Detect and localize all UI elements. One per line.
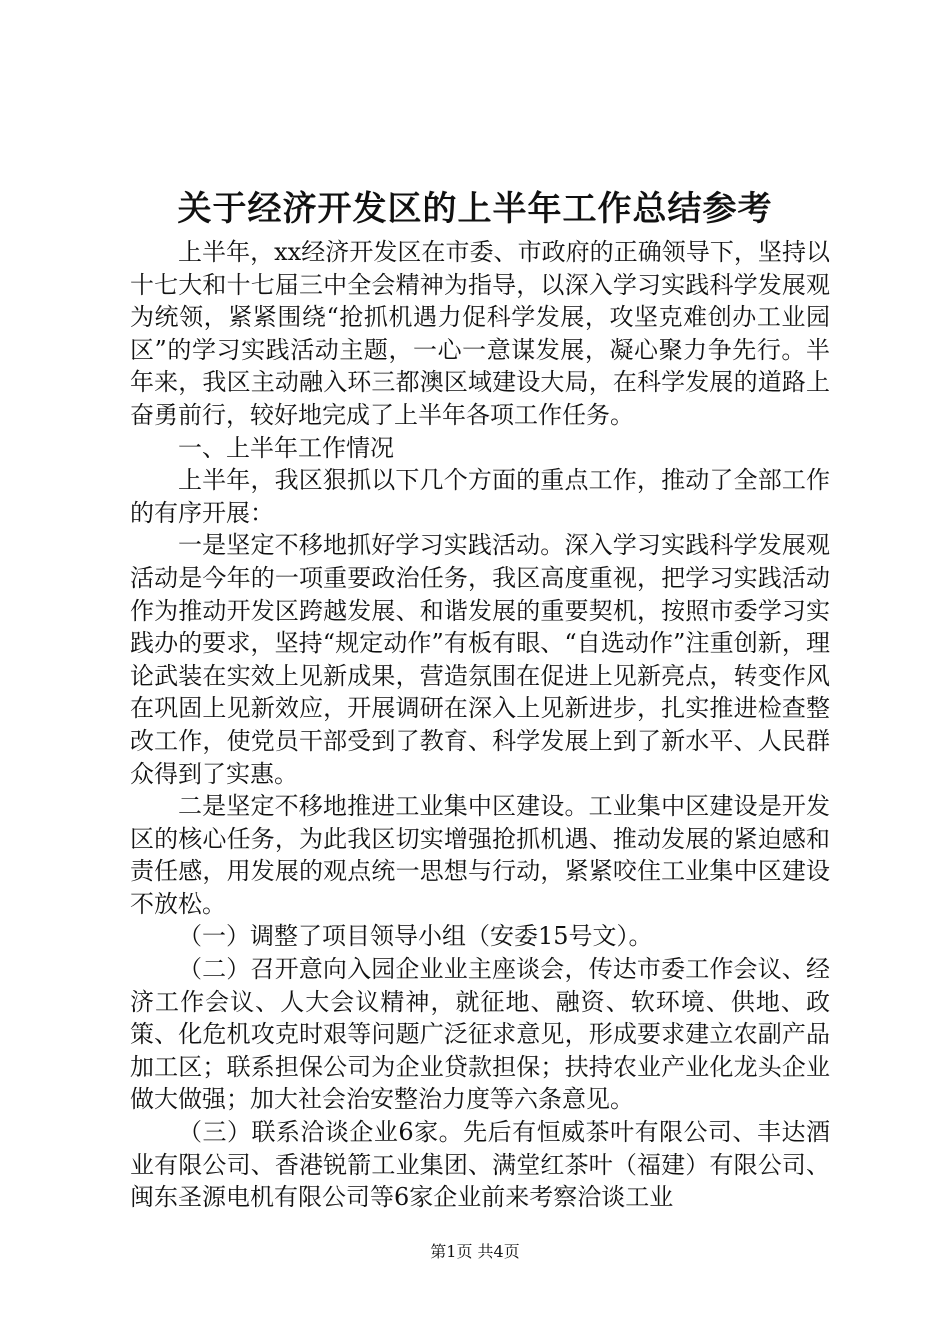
page-footer: 第1页 共4页 [430,1242,520,1261]
paragraph-point-two: 二是坚定不移地推进工业集中区建设。工业集中区建设是开发区的核心任务，为此我区切实增强抢抓机遇、推动发展的紧迫感和责任感，用发展的观点统一思想与行动，紧紧咬住工业集中区建设不放松。 [130,792,830,918]
document-body [130,236,830,1214]
paragraph-point-one: 一是坚定不移地抓好学习实践活动。深入学习实践科学发展观活动是今年的一项重要政治任务，我区高度重视，把学习实践活动作为推动开发区跨越发展、和谐发展的重要契机，按照市委学习实践办的要求，坚持“规定动作”有板有眼、“自选动作”注重创新，理论武装在实效上见新成果，营造氛围在促进上见新亮点，转变作风在巩固上见新效应，开展调研在深入上见新进步，扎实推进检查整改工作，使党员干部受到了教育、科学发展上到了新水平、人民群众得到了实惠。 [130,531,830,788]
paragraph-sub-three: （三）联系洽谈企业6家。先后有恒威茶叶有限公司、丰达酒业有限公司、香港锐箭工业集团、满堂红茶叶（福建）有限公司、闽东圣源电机有限公司等6家企业前来考察洽谈工业 [130,1118,830,1212]
paragraph-intro: 上半年，xx经济开发区在市委、市政府的正确领导下，坚持以十七大和十七届三中全会精神为指导，以深入学习实践科学发展观为统领，紧紧围绕“抢抓机遇力促科学发展，攻坚克难创办工业园区”的学习实践活动主题，一心一意谋发展，凝心聚力争先行。半年来，我区主动融入环三都澳区域建设大局，在科学发展的道路上奋勇前行，较好地完成了上半年各项工作任务。 [130,238,830,429]
paragraph-sub-two: （二）召开意向入园企业业主座谈会，传达市委工作会议、经济工作会议、人大会议精神，就征地、融资、软环境、供地、政策、化危机攻克时艰等问题广泛征求意见，形成要求建立农副产品加工区；联系担保公司为企业贷款担保；扶持农业产业化龙头企业做大做强；加大社会治安整治力度等六条意见。 [130,955,830,1114]
paragraph-sub-one: （一）调整了项目领导小组（安委15号文）。 [178,922,653,951]
document-title: 关于经济开发区的上半年工作总结参考 [177,189,773,229]
section-heading: 一、上半年工作情况 [178,433,394,462]
paragraph-overview: 上半年，我区狠抓以下几个方面的重点工作，推动了全部工作的有序开展： [130,466,830,527]
